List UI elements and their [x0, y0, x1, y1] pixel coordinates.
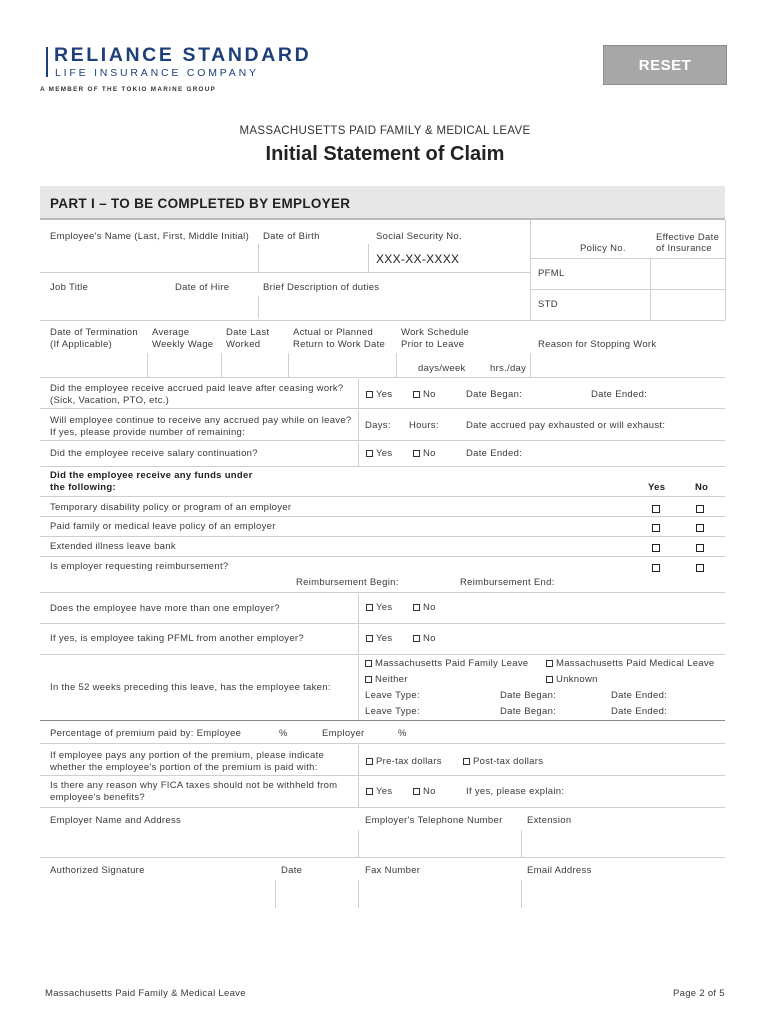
fica-yes[interactable]: Yes [366, 786, 392, 797]
footer-page-number: Page 2 of 5 [673, 988, 725, 999]
days-label: Days: [365, 420, 391, 431]
std-label: STD [538, 299, 558, 310]
pfml-label: PFML [538, 268, 565, 279]
checkbox-icon[interactable] [652, 524, 660, 532]
reimb-end-label: Reimbursement End: [460, 577, 555, 588]
email-label: Email Address [527, 865, 592, 876]
extension-label: Extension [527, 815, 572, 826]
leave-type-label-2: Leave Type: [365, 706, 420, 717]
checkbox-icon[interactable] [652, 505, 660, 513]
funds-col-no: No [695, 482, 709, 493]
hrs-day-label: hrs./day [490, 363, 527, 374]
funds-item-illness-bank: Extended illness leave bank [50, 541, 176, 552]
divider [40, 775, 725, 776]
q-52-weeks: In the 52 weeks preceding this leave, has the employee taken: [50, 682, 331, 693]
q1-date-ended-label: Date Ended: [591, 389, 648, 400]
divider [40, 496, 725, 497]
divider [258, 296, 259, 318]
funds-heading: Did the employee receive any funds under [50, 470, 253, 481]
checkbox-icon[interactable] [696, 544, 704, 552]
employer-name-label: Employer Name and Address [50, 815, 182, 826]
divider [530, 353, 531, 377]
reason-label: Reason for Stopping Work [538, 339, 657, 350]
return-label-2: Return to Work Date [293, 339, 386, 350]
job-title-field[interactable] [42, 296, 256, 318]
pfml-other-no[interactable]: No [413, 633, 436, 644]
divider [40, 320, 725, 321]
divider [40, 556, 725, 557]
divider [358, 656, 359, 720]
divider [40, 807, 725, 808]
q-pfml-other-employer: If yes, is employee taking PFML from another employer? [50, 633, 304, 644]
date-of-hire-label: Date of Hire [175, 282, 230, 293]
pretax-option[interactable]: Pre-tax dollars [366, 756, 442, 767]
checkbox-icon [366, 450, 373, 457]
fica-explain-label: If yes, please explain: [466, 786, 565, 797]
divider [358, 594, 359, 623]
logo-subtitle: LIFE INSURANCE COMPANY [55, 67, 259, 79]
leave-type-label-1: Leave Type: [365, 690, 420, 701]
effective-date-label-2: of Insurance [656, 243, 712, 254]
fica-no[interactable]: No [413, 786, 436, 797]
logo-title: RELIANCE STANDARD [54, 44, 312, 66]
divider [521, 880, 522, 908]
divider [358, 777, 359, 807]
std-effective-date-field[interactable] [652, 291, 724, 319]
divider [358, 410, 359, 440]
divider [40, 440, 725, 441]
divider [521, 830, 522, 857]
extension-field[interactable] [524, 829, 724, 855]
divider [258, 244, 259, 272]
leave2-date-began: Date Began: [500, 706, 557, 717]
divider [40, 377, 725, 378]
checkbox-icon[interactable] [652, 564, 660, 572]
q-premium-paid-with: If employee pays any portion of the premium, please indicate [50, 750, 325, 761]
divider [530, 220, 531, 320]
checkbox-icon[interactable] [696, 524, 704, 532]
days-week-label: days/week [418, 363, 466, 374]
opt-ma-medical-leave[interactable]: Massachusetts Paid Medical Leave [546, 658, 715, 669]
more-employer-no[interactable]: No [413, 602, 436, 613]
opt-neither[interactable]: Neither [365, 674, 408, 685]
checkbox-icon [413, 450, 420, 457]
q1-date-began-label: Date Began: [466, 389, 523, 400]
divider [530, 289, 725, 290]
signature-label: Authorized Signature [50, 865, 145, 876]
accrued-exhaust-label: Date accrued pay exhausted or will exhaust: [466, 420, 666, 431]
divider [40, 743, 725, 744]
q3-yes-option[interactable]: Yes [366, 448, 392, 459]
telephone-label: Employer's Telephone Number [365, 815, 503, 826]
return-label: Actual or Planned [293, 327, 374, 338]
divider [530, 258, 725, 259]
funds-item-reimbursement: Is employer requesting reimbursement? [50, 561, 229, 572]
termination-label: Date of Termination [50, 327, 138, 338]
checkbox-icon [413, 604, 420, 611]
logo-bar [46, 47, 48, 77]
checkbox-icon [546, 660, 553, 667]
checkbox-icon [365, 676, 372, 683]
checkbox-icon [413, 635, 420, 642]
more-employer-yes[interactable]: Yes [366, 602, 392, 613]
policy-no-label: Policy No. [580, 243, 626, 254]
divider [40, 272, 530, 273]
q-fica: Is there any reason why FICA taxes should not be withheld from [50, 780, 338, 791]
employer-name-field[interactable] [42, 829, 356, 855]
signature-date-field[interactable] [278, 879, 356, 907]
divider [288, 353, 289, 377]
divider [358, 379, 359, 408]
logo-tagline: A MEMBER OF THE TOKIO MARINE GROUP [40, 86, 217, 93]
employer-label: Employer [322, 728, 365, 739]
checkbox-icon [366, 391, 373, 398]
q-more-employer: Does the employee have more than one employer? [50, 603, 280, 614]
ssn-label: Social Security No. [376, 231, 462, 242]
checkbox-icon [365, 660, 372, 667]
divider [725, 220, 726, 320]
footer-form-name: Massachusetts Paid Family & Medical Leave [45, 988, 246, 999]
employee-name-label: Employee's Name (Last, First, Middle Initial) [50, 231, 250, 242]
q-accrued-leave-2: (Sick, Vacation, PTO, etc.) [50, 395, 170, 406]
schedule-label: Work Schedule [401, 327, 470, 338]
checkbox-icon[interactable] [652, 544, 660, 552]
checkbox-icon [366, 758, 373, 765]
divider [40, 218, 725, 220]
dob-field[interactable] [260, 245, 366, 271]
q1-yes-option[interactable]: Yes [366, 389, 392, 400]
funds-heading-2: the following: [50, 482, 116, 493]
telephone-field[interactable] [362, 829, 520, 855]
pfml-effective-date-field[interactable] [652, 260, 724, 288]
opt-unknown[interactable]: Unknown [546, 674, 598, 685]
q-fica-2: employee's benefits? [50, 792, 145, 803]
signature-field[interactable] [42, 879, 272, 907]
divider [40, 654, 725, 655]
effective-date-label: Effective Date [656, 232, 720, 243]
avg-wage-label: Average [152, 327, 190, 338]
posttax-option[interactable]: Post-tax dollars [463, 756, 543, 767]
divider [40, 536, 725, 537]
funds-item-temp-disability: Temporary disability policy or program of an employer [50, 502, 292, 513]
divider [358, 745, 359, 775]
fax-label: Fax Number [365, 865, 421, 876]
checkbox-icon [366, 604, 373, 611]
fax-field[interactable] [362, 879, 520, 907]
last-worked-label: Date Last [226, 327, 270, 338]
divider [275, 880, 276, 908]
reimb-begin-label: Reimbursement Begin: [296, 577, 399, 588]
employee-percent: % [279, 728, 288, 739]
job-title-label: Job Title [50, 282, 89, 293]
q-continue-accrued-2: If yes, please provide number of remaining: [50, 427, 246, 438]
checkbox-icon[interactable] [696, 564, 704, 572]
duties-field[interactable] [260, 296, 528, 318]
leave1-date-ended: Date Ended: [611, 690, 668, 701]
form-title: Initial Statement of Claim [265, 143, 505, 165]
divider [40, 857, 725, 858]
divider [221, 353, 222, 377]
email-field[interactable] [524, 879, 724, 907]
checkbox-icon [366, 635, 373, 642]
q-accrued-leave: Did the employee receive accrued paid leave after ceasing work? [50, 383, 344, 394]
avg-wage-label-2: Weekly Wage [152, 339, 214, 350]
dob-label: Date of Birth [263, 231, 320, 242]
opt-ma-family-leave[interactable]: Massachusetts Paid Family Leave [365, 658, 528, 669]
divider [358, 830, 359, 857]
ssn-field[interactable]: XXX-XX-XXXX [376, 252, 460, 266]
pfml-other-yes[interactable]: Yes [366, 633, 392, 644]
divider [147, 353, 148, 377]
funds-item-paid-leave-policy: Paid family or medical leave policy of an employer [50, 521, 276, 532]
q3-date-ended-label: Date Ended: [466, 448, 523, 459]
schedule-label-2: Prior to Leave [401, 339, 465, 350]
divider [358, 442, 359, 466]
employer-percent: % [398, 728, 407, 739]
form-subtitle: MASSACHUSETTS PAID FAMILY & MEDICAL LEAVE [239, 125, 531, 137]
q-continue-accrued: Will employee continue to receive any accrued pay while on leave? [50, 415, 352, 426]
q-premium-paid-with-2: whether the employee's portion of the premium is paid with: [50, 762, 318, 773]
divider [368, 244, 369, 272]
divider [40, 592, 725, 593]
last-worked-label-2: Worked [226, 339, 261, 350]
divider [358, 880, 359, 908]
checkbox-icon [413, 391, 420, 398]
part1-heading: PART I – TO BE COMPLETED BY EMPLOYER [50, 196, 351, 211]
checkbox-icon [463, 758, 470, 765]
q3-no-option[interactable]: No [413, 448, 436, 459]
checkbox-icon [366, 788, 373, 795]
premium-label: Percentage of premium paid by: Employee [50, 728, 242, 739]
q-salary-continuation: Did the employee receive salary continuation? [50, 448, 258, 459]
divider [358, 625, 359, 654]
hours-label: Hours: [409, 420, 439, 431]
divider [40, 720, 725, 721]
checkbox-icon [546, 676, 553, 683]
divider [396, 353, 397, 377]
divider [40, 408, 725, 409]
q1-no-option[interactable]: No [413, 389, 436, 400]
leave2-date-ended: Date Ended: [611, 706, 668, 717]
divider [40, 466, 725, 467]
employee-name-field[interactable] [42, 245, 256, 271]
reset-button[interactable]: RESET [603, 45, 727, 85]
leave1-date-began: Date Began: [500, 690, 557, 701]
duties-label: Brief Description of duties [263, 282, 380, 293]
checkbox-icon [413, 788, 420, 795]
checkbox-icon[interactable] [696, 505, 704, 513]
divider [40, 516, 725, 517]
termination-label-2: (If Applicable) [50, 339, 113, 350]
signature-date-label: Date [281, 865, 303, 876]
funds-col-yes: Yes [648, 482, 666, 493]
divider [40, 623, 725, 624]
